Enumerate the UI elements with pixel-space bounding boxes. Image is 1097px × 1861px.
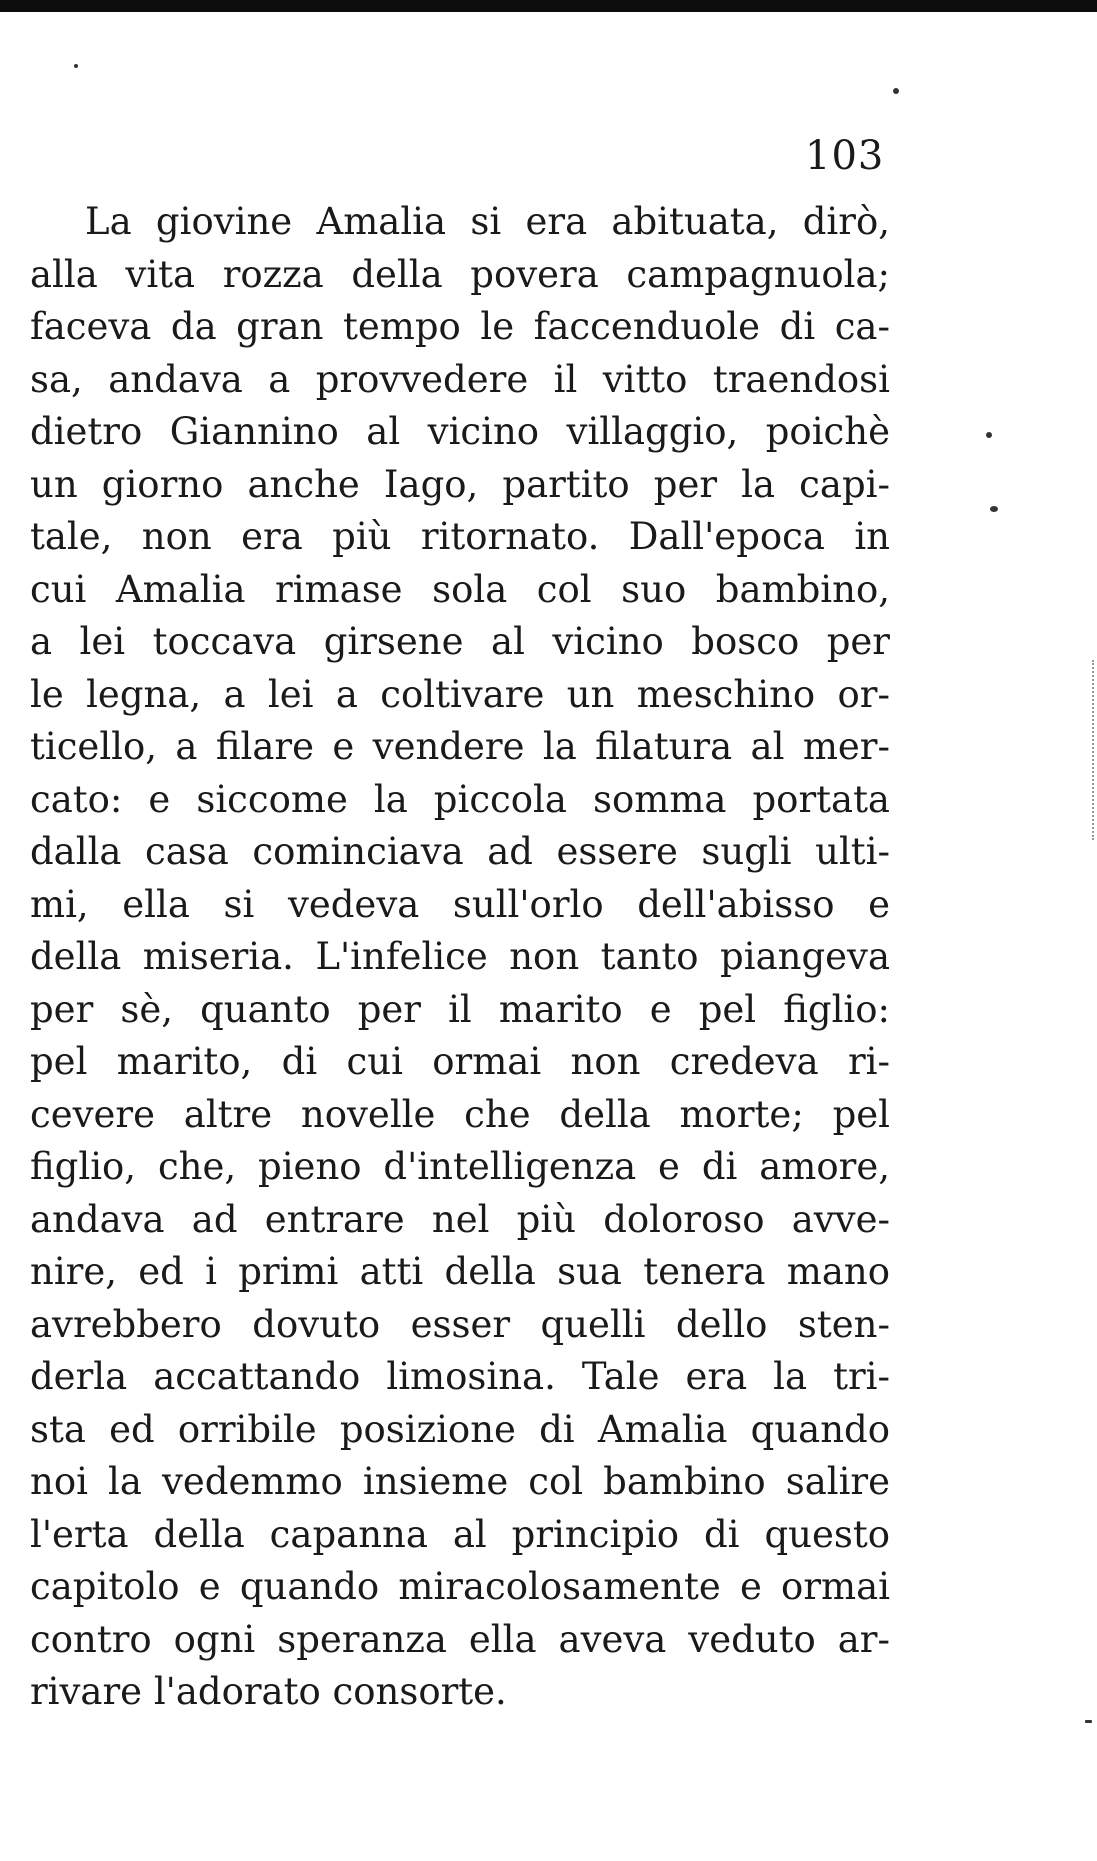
text-line: avrebbero dovuto esser quelli dello sten- <box>30 1302 890 1346</box>
top-border-rule <box>0 0 1097 12</box>
text-line: pel marito, di cui ormai non credeva ri- <box>30 1040 890 1083</box>
text-line: sta ed orribile posizione di Amalia quando <box>30 1407 890 1451</box>
text-line: capitolo e quando miracolosamente e ormai <box>30 1565 890 1608</box>
text-line: andava ad entrare nel più doloroso avve- <box>30 1197 890 1241</box>
text-line: alla vita rozza della povera campagnuola; <box>30 252 890 296</box>
text-line: sa, andava a provvedere il vitto traendosi <box>30 357 890 401</box>
text-line: per sè, quanto per il marito e pel figlio: <box>30 987 890 1031</box>
text-line: cato: e siccome la piccola somma portata <box>30 777 890 821</box>
text-line: nire, ed i primi atti della sua tenera mano <box>30 1250 890 1293</box>
text-line: figlio, che, pieno d'intelligenza e di amore, <box>30 1145 890 1188</box>
text-line: un giorno anche Iago, partito per la capi- <box>30 462 890 506</box>
scan-speck <box>990 506 998 512</box>
text-line: rivare l'adorato consorte. <box>30 1670 507 1713</box>
text-line: faceva da gran tempo le faccenduole di ca- <box>30 305 890 348</box>
text-line: derla accattando limosina. Tale era la tri- <box>30 1355 890 1398</box>
text-line: cevere altre novelle che della morte; pel <box>30 1092 890 1136</box>
text-line: tale, non era più ritornato. Dall'epoca in <box>30 515 890 558</box>
text-line: l'erta della capanna al principio di questo <box>30 1512 890 1556</box>
scan-edge-dots <box>1092 660 1096 840</box>
text-line: le legna, a lei a coltivare un meschino or- <box>30 672 890 716</box>
text-line: La giovine Amalia si era abituata, dirò, <box>85 200 890 243</box>
text-line: della miseria. L'infelice non tanto piangeva <box>30 935 890 978</box>
text-line: contro ogni speranza ella aveva veduto ar- <box>30 1617 890 1661</box>
scan-speck <box>893 88 899 94</box>
text-line: dietro Giannino al vicino villaggio, poichè <box>30 410 890 453</box>
text-line: mi, ella si vedeva sull'orlo dell'abisso e <box>30 882 890 926</box>
page-number: 103 <box>805 133 885 179</box>
scan-speck <box>1085 1720 1092 1723</box>
text-line: ticello, a filare e vendere la filatura al mer- <box>30 725 890 768</box>
body-text <box>30 196 890 1719</box>
scan-speck <box>986 432 992 438</box>
text-line: a lei toccava girsene al vicino bosco per <box>30 620 890 663</box>
text-line: cui Amalia rimase sola col suo bambino, <box>30 567 890 611</box>
text-line: noi la vedemmo insieme col bambino salire <box>30 1460 890 1503</box>
scan-speck <box>74 64 78 68</box>
text-line: dalla casa cominciava ad essere sugli ulti- <box>30 830 890 873</box>
